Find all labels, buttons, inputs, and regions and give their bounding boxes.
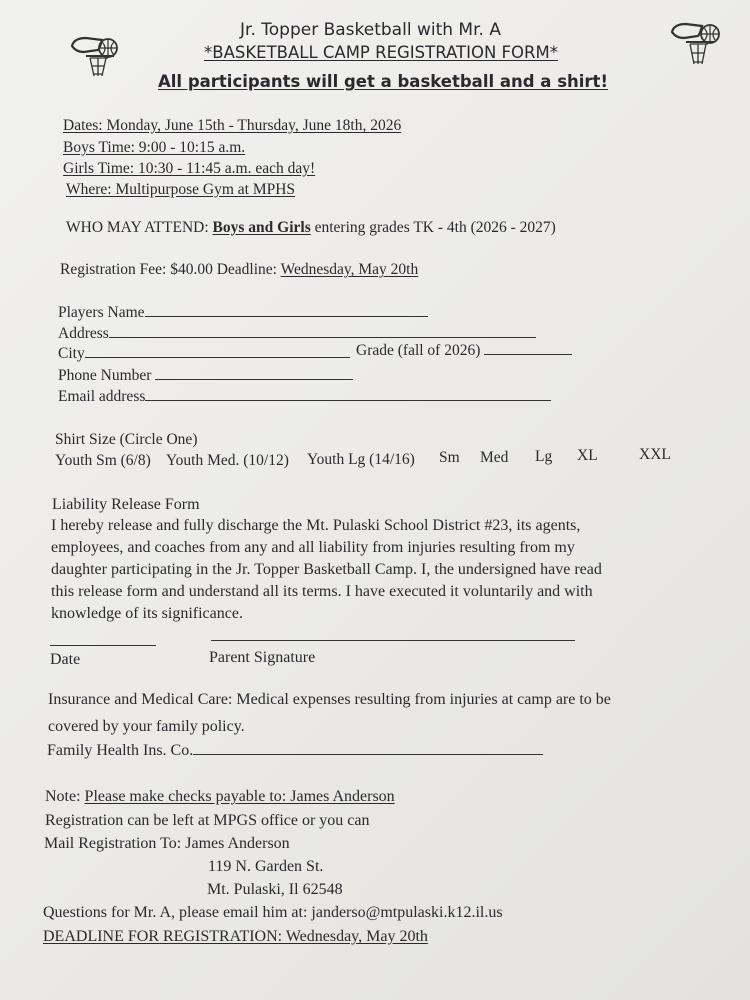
grade-line[interactable]	[484, 353, 572, 355]
insurance-line: Insurance and Medical Care: Medical expenses resulting from injuries at camp are to be	[48, 691, 611, 708]
insurance-company-line[interactable]	[193, 753, 543, 755]
city-field[interactable]	[58, 345, 350, 363]
city-line[interactable]	[85, 356, 350, 358]
liability-heading: Liability Release Form	[52, 496, 200, 513]
who-may-attend	[66, 219, 556, 237]
players-name-field[interactable]	[58, 304, 428, 322]
signature-line[interactable]	[211, 640, 575, 641]
shirt-size-youth-med[interactable]: Youth Med. (10/12)	[166, 452, 289, 469]
grade-label: Grade (fall of 2026)	[356, 342, 481, 359]
fee-deadline: Wednesday, May 20th	[280, 261, 419, 278]
insurance-line: covered by your family policy.	[48, 718, 245, 735]
phone-field[interactable]	[58, 367, 353, 385]
shirt-size-sm[interactable]: Sm	[439, 449, 460, 466]
final-deadline: DEADLINE FOR REGISTRATION: Wednesday, May 20th	[43, 928, 428, 945]
shirt-size-youth-sm[interactable]: Youth Sm (6/8)	[55, 452, 151, 469]
liability-line: this release form and understand all its terms. I have executed it voluntarily and with	[51, 583, 593, 600]
boys-time: Boys Time: 9:00 - 10:15 a.m.	[63, 139, 246, 156]
liability-line: knowledge of its significance.	[51, 605, 243, 622]
shirt-size-xl[interactable]: XL	[577, 447, 598, 464]
players-name-label: Players Name	[58, 304, 145, 321]
mail-to: Mail Registration To: James Anderson	[44, 835, 290, 852]
email-line[interactable]	[145, 399, 551, 401]
form-subtitle: *BASKETBALL CAMP REGISTRATION FORM*	[204, 43, 558, 62]
camp-dates: Dates: Monday, June 15th - Thursday, June 18th, 2026	[63, 117, 402, 134]
date-label: Date	[50, 651, 81, 668]
registration-fee	[60, 261, 418, 279]
shirt-size-heading: Shirt Size (Circle One)	[55, 431, 198, 448]
attend-bold: Boys and Girls	[212, 219, 311, 236]
attend-prefix: WHO MAY ATTEND:	[66, 219, 209, 236]
fee-text: Registration Fee: $40.00 Deadline:	[60, 261, 277, 278]
note-prefix: Note:	[45, 788, 81, 805]
camp-location: Where: Multipurpose Gym at MPHS	[66, 181, 296, 198]
grade-field[interactable]	[356, 342, 572, 360]
mail-street: 119 N. Garden St.	[208, 858, 324, 875]
payment-note	[45, 788, 395, 806]
shirt-size-youth-lg[interactable]: Youth Lg (14/16)	[307, 451, 415, 468]
mail-city: Mt. Pulaski, Il 62548	[207, 881, 343, 898]
address-field[interactable]	[58, 325, 536, 343]
questions-email: Questions for Mr. A, please email him at: janderso@mtpulaski.k12.il.us	[43, 904, 503, 921]
shirt-size-lg[interactable]: Lg	[535, 448, 553, 465]
basketball-hoop-icon	[64, 28, 134, 78]
office-dropoff: Registration can be left at MPGS office or you can	[45, 812, 370, 829]
form-title: Jr. Topper Basketball with Mr. A	[240, 20, 501, 40]
phone-label: Phone Number	[58, 367, 152, 384]
insurance-company-label: Family Health Ins. Co.	[47, 742, 194, 759]
note-text: Please make checks payable to: James Anderson	[84, 788, 395, 805]
girls-time: Girls Time: 10:30 - 11:45 a.m. each day!	[63, 160, 316, 177]
attend-suffix: entering grades TK - 4th (2026 - 2027)	[314, 219, 556, 236]
email-field[interactable]	[58, 388, 551, 406]
liability-line: daughter participating in the Jr. Topper Basketball Camp. I, the undersigned have read	[51, 561, 602, 578]
liability-line: employees, and coaches from any and all liability from injuries resulting from my	[51, 539, 575, 556]
banner-text: All participants will get a basketball and a shirt!	[158, 72, 608, 91]
address-label: Address	[58, 325, 109, 342]
city-label: City	[58, 345, 85, 362]
address-line[interactable]	[109, 336, 536, 338]
shirt-size-med[interactable]: Med	[480, 449, 509, 466]
signature-label: Parent Signature	[209, 649, 316, 666]
insurance-company-field[interactable]	[47, 742, 543, 760]
liability-line: I hereby release and fully discharge the Mt. Pulaski School District #23, its agents,	[51, 517, 581, 534]
basketball-hoop-icon	[668, 16, 738, 66]
email-label: Email address	[58, 388, 146, 405]
players-name-line[interactable]	[145, 315, 428, 317]
phone-line[interactable]	[155, 378, 353, 380]
date-line[interactable]	[50, 645, 156, 646]
shirt-size-xxl[interactable]: XXL	[639, 446, 671, 463]
